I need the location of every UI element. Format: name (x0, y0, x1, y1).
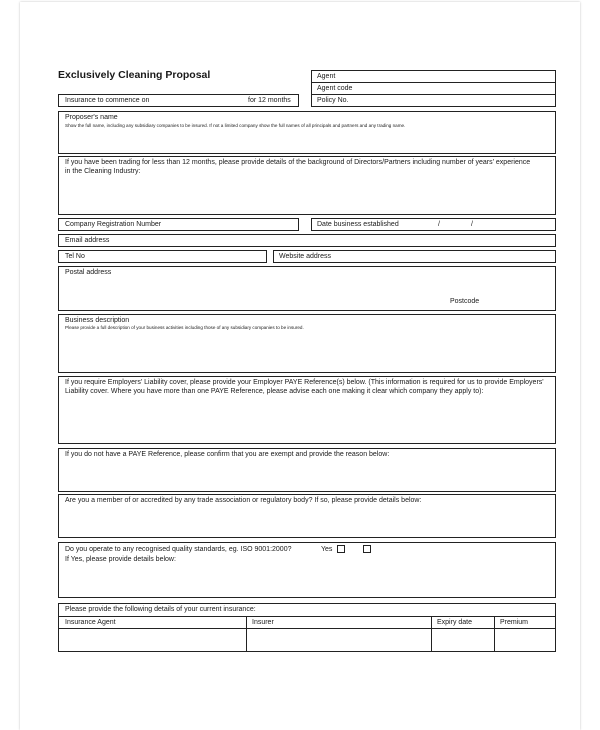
insurer-cell[interactable] (247, 629, 431, 652)
date-established-field[interactable]: Date business established / / (311, 218, 556, 231)
policy-no-field[interactable]: Policy No. (317, 97, 349, 104)
expiry-date-cell[interactable] (432, 629, 494, 652)
tel-field[interactable]: Tel No (58, 250, 267, 263)
paye-exempt-field[interactable]: If you do not have a PAYE Reference, please confirm that you are exempt and provide the reason below: (58, 448, 556, 492)
business-description-field[interactable]: Business description Please provide a full description of your business activities including those of any subsidiary companies to be insured. (58, 314, 556, 373)
insurance-commence-field[interactable]: Insurance to commence on for 12 months (58, 94, 299, 107)
col-expiry-date: Expiry date (437, 619, 473, 626)
trading-history-field[interactable]: If you have been trading for less than 12 months, please provide details of the background of Directors/Partners including number of years' experience in the Cleaning Industry: (58, 156, 556, 215)
current-insurance-table (58, 603, 556, 652)
website-field[interactable]: Website address (273, 250, 556, 263)
col-insurer: Insurer (252, 619, 274, 626)
postcode-label: Postcode (450, 298, 480, 305)
proposer-name-field[interactable]: Proposer's name Show the full name, including any subsidiary companies to be insured. If not a limited company show the full names of all principals and partners and any trading name. (58, 111, 556, 154)
current-insurance-heading: Please provide the following details of your current insurance: (65, 606, 256, 613)
quality-standards-field[interactable]: Do you operate to any recognised quality standards, eg. ISO 9001:2000? Yes If Yes, please provide details below: (58, 542, 556, 598)
agent-box (311, 70, 556, 107)
quality-standards-no-checkbox[interactable] (363, 545, 371, 553)
insurance-agent-cell[interactable] (59, 629, 246, 652)
employers-liability-field[interactable]: If you require Employers' Liability cover, please provide your Employer PAYE Reference(s) below. (This information is required for us to provide Employers' Liability cover. Where you have more than one PAYE Reference, please advise each one making it clear which company they apply to): (58, 376, 556, 444)
form-title: Exclusively Cleaning Proposal (58, 69, 211, 81)
quality-standards-yes-checkbox[interactable] (337, 545, 345, 553)
col-insurance-agent: Insurance Agent (65, 619, 116, 626)
agent-field[interactable]: Agent (317, 73, 336, 80)
premium-cell[interactable] (495, 629, 555, 652)
agent-code-field[interactable]: Agent code (317, 85, 353, 92)
col-premium: Premium (500, 619, 529, 626)
email-field[interactable]: Email address (58, 234, 556, 247)
postal-address-field[interactable]: Postal address Postcode (58, 266, 556, 311)
company-registration-field[interactable]: Company Registration Number (58, 218, 299, 231)
trade-association-field[interactable]: Are you a member of or accredited by any trade association or regulatory body? If so, please provide details below: (58, 494, 556, 538)
